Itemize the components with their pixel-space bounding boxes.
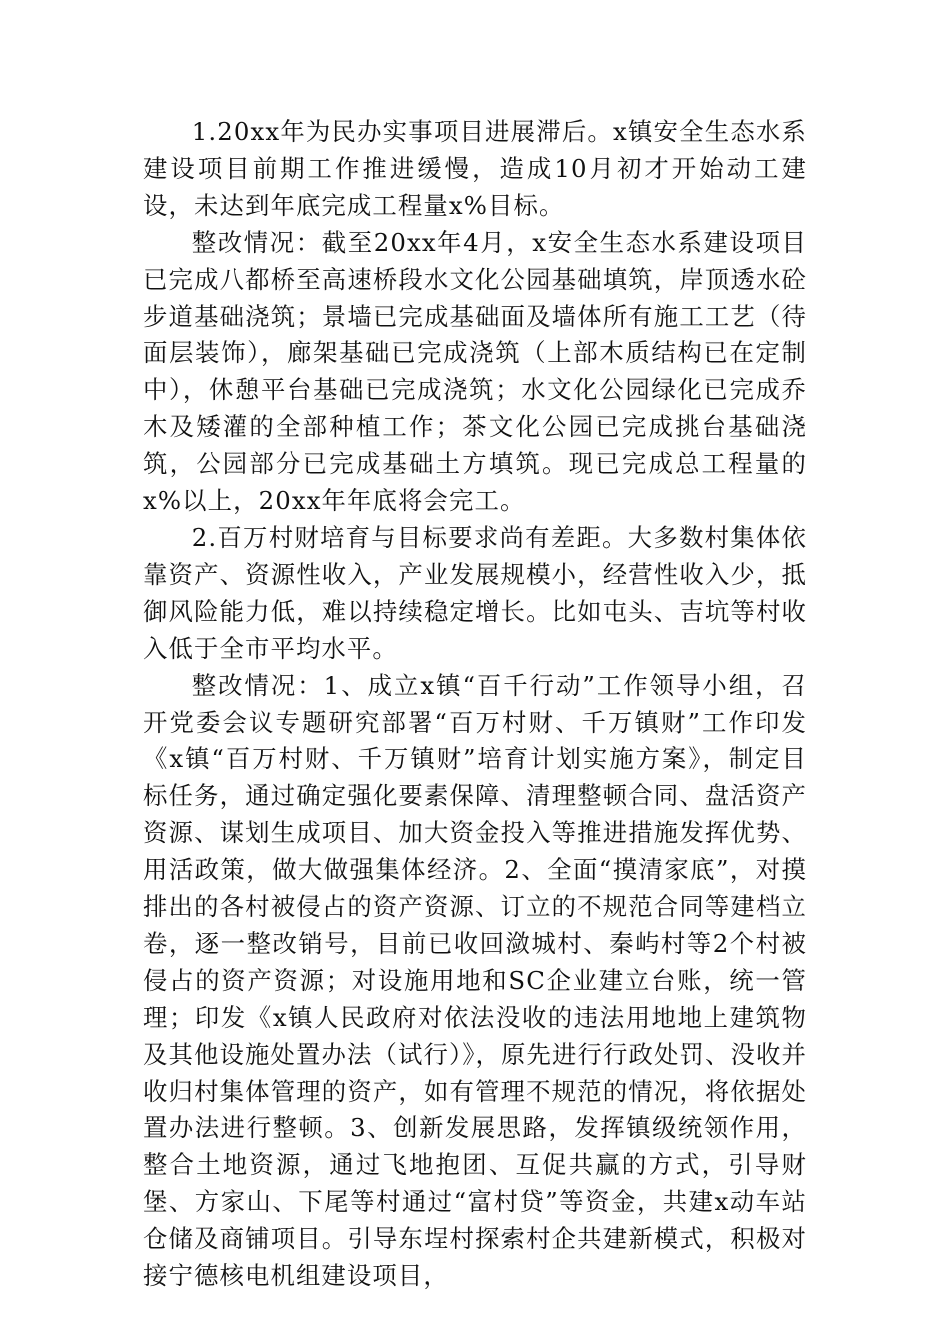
paragraph-rectification-2: 整改情况：1、成立x镇“百千行动”工作领导小组，召开党委会议专题研究部署“百万村财、千万镇财”工作印发《x镇“百万村财、千万镇财”培育计划实施方案》，制定目标任务，通过确定强化要素保障、清理整顿合同、盘活资产资源、谋划生成项目、加大资金投入等推进措施发挥优势、用活政策，做大做强集体经济。2、全面“摸清家底”，对摸排出的各村被侵占的资产资源、订立的不规范合同等建档立卷，逐一整改销号，目前已收回潋城村、秦屿村等2个村被侵占的资产资源；对设施用地和SC企业建立台账，统一管理；印发《x镇人民政府对依法没收的违法用地地上建筑物及其他设施处置办法（试行）》，原先进行行政处罚、没收并收归村集体管理的资产，如有管理不规范的情况，将依据处置办法进行整顿。3、创新发展思路，发挥镇级统领作用，整合土地资源，通过飞地抱团、互促共赢的方式，引导财堡、方家山、下尾等村通过“富村贷”等资金，共建x动车站仓储及商铺项目。引导东埕村探索村企共建新模式，积极对接宁德核电机组建设项目， — [143, 670, 807, 1291]
document-body — [143, 114, 807, 1295]
paragraph-issue-2: 2.百万村财培育与目标要求尚有差距。大多数村集体依靠资产、资源性收入，产业发展规模小，经营性收入少，抵御风险能力低，难以持续稳定增长。比如屯头、吉坑等村收入低于全市平均水平。 — [143, 522, 807, 663]
paragraph-issue-1: 1.20xx年为民办实事项目进展滞后。x镇安全生态水系建设项目前期工作推进缓慢，造成10月初才开始动工建设，未达到年底完成工程量x%目标。 — [143, 117, 807, 220]
paragraph-rectification-1: 整改情况：截至20xx年4月，x安全生态水系建设项目已完成八都桥至高速桥段水文化公园基础填筑，岸顶透水砼步道基础浇筑；景墙已完成基础面及墙体所有施工工艺（待面层装饰），廊架基础已完成浇筑（上部木质结构已在定制中），休憩平台基础已完成浇筑；水文化公园绿化已完成乔木及矮灌的全部种植工作；茶文化公园已完成挑台基础浇筑，公园部分已完成基础土方填筑。现已完成总工程量的x%以上，20xx年年底将会完工。 — [143, 227, 807, 516]
